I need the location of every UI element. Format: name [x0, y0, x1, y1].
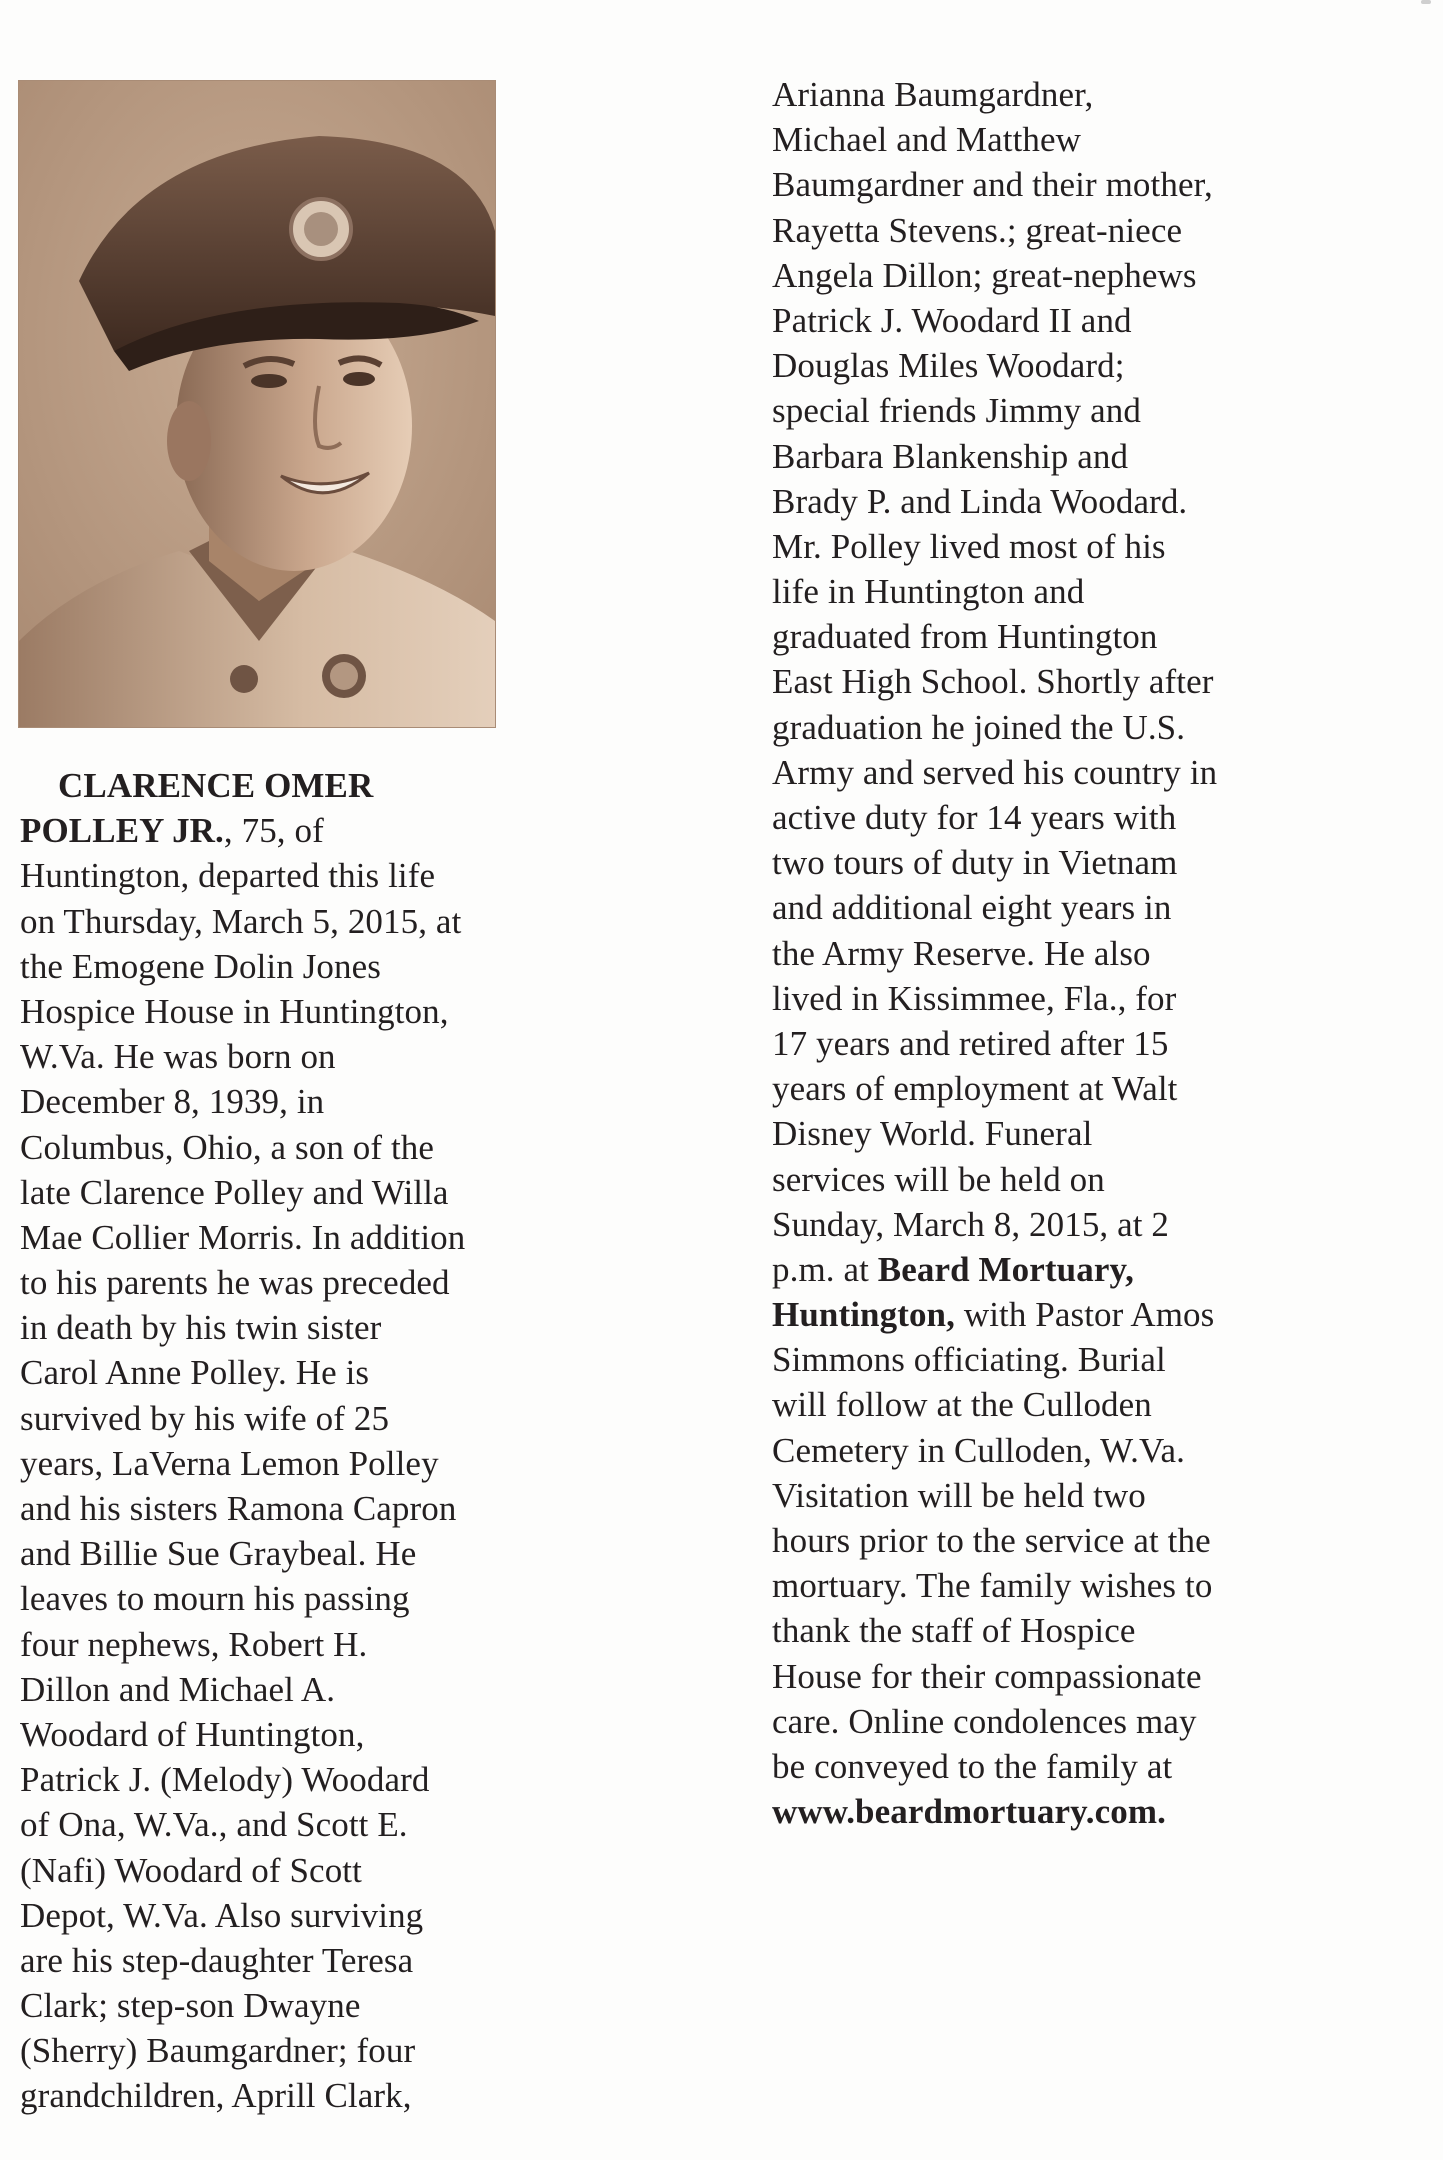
body-text: , 75, of — [223, 811, 324, 851]
body-text: House for their compassionate — [772, 1656, 1202, 1696]
text-line — [20, 1486, 540, 1531]
text-line — [772, 1789, 1392, 1834]
text-line — [20, 1983, 540, 2028]
text-line — [20, 1938, 540, 1983]
text-line — [20, 808, 540, 853]
text-line — [20, 1893, 540, 1938]
body-text: Dillon and Michael A. — [20, 1669, 336, 1709]
text-line — [20, 1034, 540, 1079]
body-text: on Thursday, March 5, 2015, at — [20, 901, 462, 941]
text-line — [772, 1428, 1392, 1473]
body-text: to his parents he was preceded — [20, 1263, 450, 1303]
text-line — [772, 659, 1392, 704]
text-line — [772, 434, 1392, 479]
body-text: Rayetta Stevens.; great-niece — [772, 210, 1183, 250]
body-text: Douglas Miles Woodard; — [772, 346, 1125, 386]
body-text: the Army Reserve. He also — [772, 933, 1151, 973]
text-line — [20, 2028, 540, 2073]
text-line — [20, 1170, 540, 1215]
text-line — [20, 1802, 540, 1847]
body-text: Army and served his country in — [772, 752, 1218, 792]
body-text: the Emogene Dolin Jones — [20, 946, 381, 986]
portrait-image — [19, 81, 495, 727]
text-line — [20, 1441, 540, 1486]
body-text: active duty for 14 years with — [772, 798, 1177, 837]
bold-text: CLARENCE OMER — [58, 766, 374, 805]
body-text: leaves to mourn his passing — [20, 1579, 410, 1619]
body-text: four nephews, Robert H. — [20, 1624, 368, 1664]
text-line — [20, 1712, 540, 1757]
text-line — [772, 253, 1392, 298]
body-text: and additional eight years in — [772, 888, 1172, 928]
text-line — [772, 1473, 1392, 1518]
text-line — [772, 208, 1392, 253]
text-line — [772, 388, 1392, 433]
text-line — [20, 1576, 540, 1621]
body-text: Carol Anne Polley. He is — [20, 1353, 370, 1393]
body-text: Hospice House in Huntington, — [20, 991, 449, 1031]
body-text: Michael and Matthew — [772, 120, 1082, 160]
bold-text: Beard Mortuary, — [877, 1249, 1134, 1289]
text-line — [20, 853, 540, 898]
text-line — [772, 1337, 1392, 1382]
text-line — [772, 840, 1392, 885]
text-line — [772, 795, 1392, 840]
text-line — [772, 1699, 1392, 1744]
text-line — [20, 1531, 540, 1576]
body-text: Mae Collier Morris. In addition — [20, 1217, 466, 1257]
body-text: Cemetery in Culloden, W.Va. — [772, 1430, 1185, 1470]
text-line — [772, 976, 1392, 1021]
portrait-photo — [18, 80, 496, 728]
text-line — [772, 1292, 1392, 1337]
body-text: W.Va. He was born on — [20, 1037, 336, 1077]
text-line — [772, 750, 1392, 795]
text-line — [772, 1382, 1392, 1427]
body-text: life in Huntington and — [772, 572, 1085, 612]
text-line — [772, 931, 1392, 976]
text-line — [772, 1608, 1392, 1653]
body-text: graduation he joined the U.S. — [772, 707, 1186, 747]
obituary-column-left — [20, 763, 540, 2119]
text-line — [20, 1079, 540, 1124]
text-line — [20, 763, 540, 808]
body-text: years of employment at Walt — [772, 1069, 1178, 1109]
body-text: services will be held on — [772, 1159, 1105, 1199]
text-line — [20, 1305, 540, 1350]
text-line — [772, 1021, 1392, 1066]
text-line — [772, 1518, 1392, 1563]
text-line — [772, 117, 1392, 162]
body-text: with Pastor Amos — [954, 1295, 1215, 1335]
text-line — [772, 479, 1392, 524]
text-line — [772, 1202, 1392, 1247]
body-text: are his step-daughter Teresa — [20, 1940, 414, 1980]
body-text: Huntington, departed this life — [20, 856, 436, 896]
body-text: years, LaVerna Lemon Polley — [20, 1443, 439, 1483]
text-line — [772, 298, 1392, 343]
body-text: Sunday, March 8, 2015, at 2 — [772, 1204, 1170, 1244]
text-line — [772, 1563, 1392, 1608]
text-line — [772, 1066, 1392, 1111]
body-text: Clark; step-son Dwayne — [20, 1986, 361, 2026]
body-text: in death by his twin sister — [20, 1308, 382, 1348]
body-text: late Clarence Polley and Willa — [20, 1172, 449, 1212]
text-line — [772, 1157, 1392, 1202]
body-text: survived by his wife of 25 — [20, 1398, 390, 1438]
text-line — [772, 1247, 1392, 1292]
text-line — [772, 1654, 1392, 1699]
body-text: (Nafi) Woodard of Scott — [20, 1850, 362, 1890]
text-line — [20, 1667, 540, 1712]
bold-text: Huntington, — [772, 1295, 955, 1335]
body-text: and his sisters Ramona Capron — [20, 1489, 457, 1528]
body-text: Simmons officiating. Burial — [772, 1340, 1166, 1380]
text-line — [20, 1260, 540, 1305]
text-line — [20, 2073, 540, 2118]
body-text: be conveyed to the family at — [772, 1746, 1173, 1786]
body-text: Arianna Baumgardner, — [772, 75, 1094, 114]
body-text: graduated from Huntington — [772, 617, 1158, 657]
body-text: p.m. at — [772, 1249, 878, 1289]
text-line — [772, 614, 1392, 659]
body-text: of Ona, W.Va., and Scott E. — [20, 1805, 408, 1845]
body-text: December 8, 1939, in — [20, 1082, 325, 1122]
text-line — [772, 705, 1392, 750]
body-text: Woodard of Huntington, — [20, 1714, 365, 1754]
body-text: Columbus, Ohio, a son of the — [20, 1127, 435, 1167]
body-text: mortuary. The family wishes to — [772, 1566, 1213, 1606]
text-line — [20, 1215, 540, 1260]
body-text: thank the staff of Hospice — [772, 1611, 1136, 1651]
body-text: and Billie Sue Graybeal. He — [20, 1534, 417, 1574]
body-text: Depot, W.Va. Also surviving — [20, 1895, 424, 1935]
body-text: special friends Jimmy and — [772, 391, 1141, 431]
body-text: care. Online condolences may — [772, 1701, 1197, 1741]
body-text: Angela Dillon; great-nephews — [772, 255, 1197, 295]
text-line — [20, 1757, 540, 1802]
text-line — [20, 1848, 540, 1893]
body-text: (Sherry) Baumgardner; four — [20, 2031, 416, 2071]
text-line — [20, 1622, 540, 1667]
text-line — [20, 1350, 540, 1395]
body-text: Baumgardner and their mother, — [772, 165, 1213, 205]
text-line — [772, 1744, 1392, 1789]
body-text: Visitation will be held two — [772, 1475, 1146, 1515]
body-text: East High School. Shortly after — [772, 662, 1214, 702]
text-line — [772, 885, 1392, 930]
body-text: Patrick J. Woodard II and — [772, 300, 1132, 340]
body-text: lived in Kissimmee, Fla., for — [772, 978, 1177, 1018]
body-text: Patrick J. (Melody) Woodard — [20, 1760, 430, 1800]
body-text: hours prior to the service at the — [772, 1521, 1211, 1560]
text-line — [772, 1111, 1392, 1156]
bold-text: www.beardmortuary.com. — [772, 1792, 1166, 1832]
text-line — [20, 989, 540, 1034]
body-text: Barbara Blankenship and — [772, 436, 1129, 476]
text-line — [20, 1396, 540, 1441]
text-line — [772, 524, 1392, 569]
body-text: Mr. Polley lived most of his — [772, 526, 1166, 566]
text-line — [772, 343, 1392, 388]
body-text: 17 years and retired after 15 — [772, 1023, 1169, 1063]
text-line — [772, 162, 1392, 207]
text-line — [772, 72, 1392, 117]
body-text: Brady P. and Linda Woodard. — [772, 481, 1188, 521]
body-text: will follow at the Culloden — [772, 1385, 1152, 1425]
body-text: Disney World. Funeral — [772, 1114, 1093, 1154]
scan-mark — [1421, 0, 1431, 4]
body-text: grandchildren, Aprill Clark, — [20, 2076, 412, 2116]
text-line — [772, 569, 1392, 614]
body-text: two tours of duty in Vietnam — [772, 843, 1178, 883]
text-line — [20, 899, 540, 944]
text-line — [20, 1125, 540, 1170]
bold-text: POLLEY JR. — [20, 811, 224, 851]
text-line — [20, 944, 540, 989]
obituary-column-right — [772, 72, 1392, 1834]
